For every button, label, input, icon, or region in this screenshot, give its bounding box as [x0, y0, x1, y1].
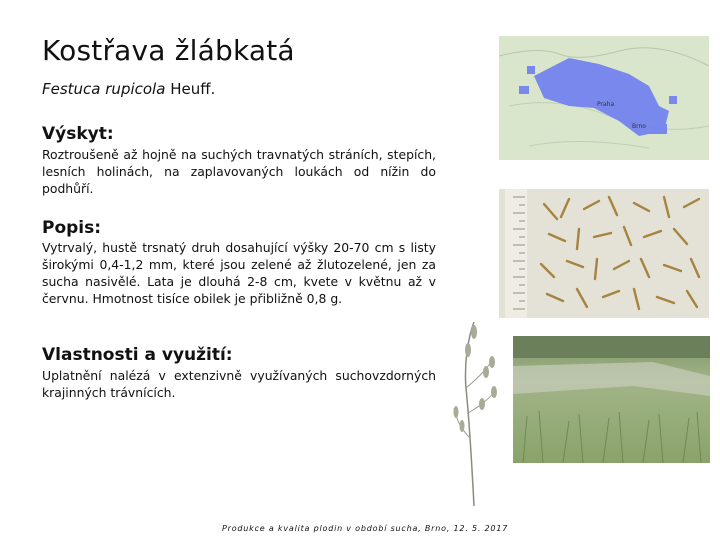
- heading-occurrence: Výskyt:: [42, 124, 114, 144]
- text-occurrence: Roztroušeně až hojně na suchých travnatých stráních, stepích, lesních holinách, na zaplavovaných loukách od nížin do podhůří.: [42, 147, 436, 196]
- page-title: Kostřava žlábkatá: [42, 34, 295, 67]
- author-name: Heuff.: [170, 80, 216, 98]
- text-description: Vytrvalý, hustě trsnatý druh dosahující výšky 20-70 cm s listy širokými 0,4-1,2 mm, které jsou zelené až žlutozelené, jen za sucha nasivělé. Lata je dlouhá 2-8 cm, kvete v květnu až v červnu. Hmotnost tisíce obilek je přibližně 0,8 g.: [42, 240, 436, 306]
- meadow-photo: [513, 336, 710, 463]
- heading-properties: Vlastnosti a využití:: [42, 345, 233, 365]
- heading-description: Popis:: [42, 218, 102, 238]
- latin-name: [42, 80, 215, 98]
- text-properties: Uplatnění nalézá v extenzivně využívaných suchovzdorných krajinných trávnících.: [42, 368, 436, 400]
- footer-text: Produkce a kvalita plodin v období sucha, Brno, 12. 5. 2017: [222, 524, 509, 533]
- species-name: Festuca rupicola: [42, 80, 166, 98]
- distribution-map: [499, 36, 709, 160]
- map-label-brno: Brno: [632, 123, 646, 130]
- seeds-photo: [499, 189, 709, 318]
- map-label-praha: Praha: [597, 101, 615, 108]
- plant-illustration: [452, 318, 500, 506]
